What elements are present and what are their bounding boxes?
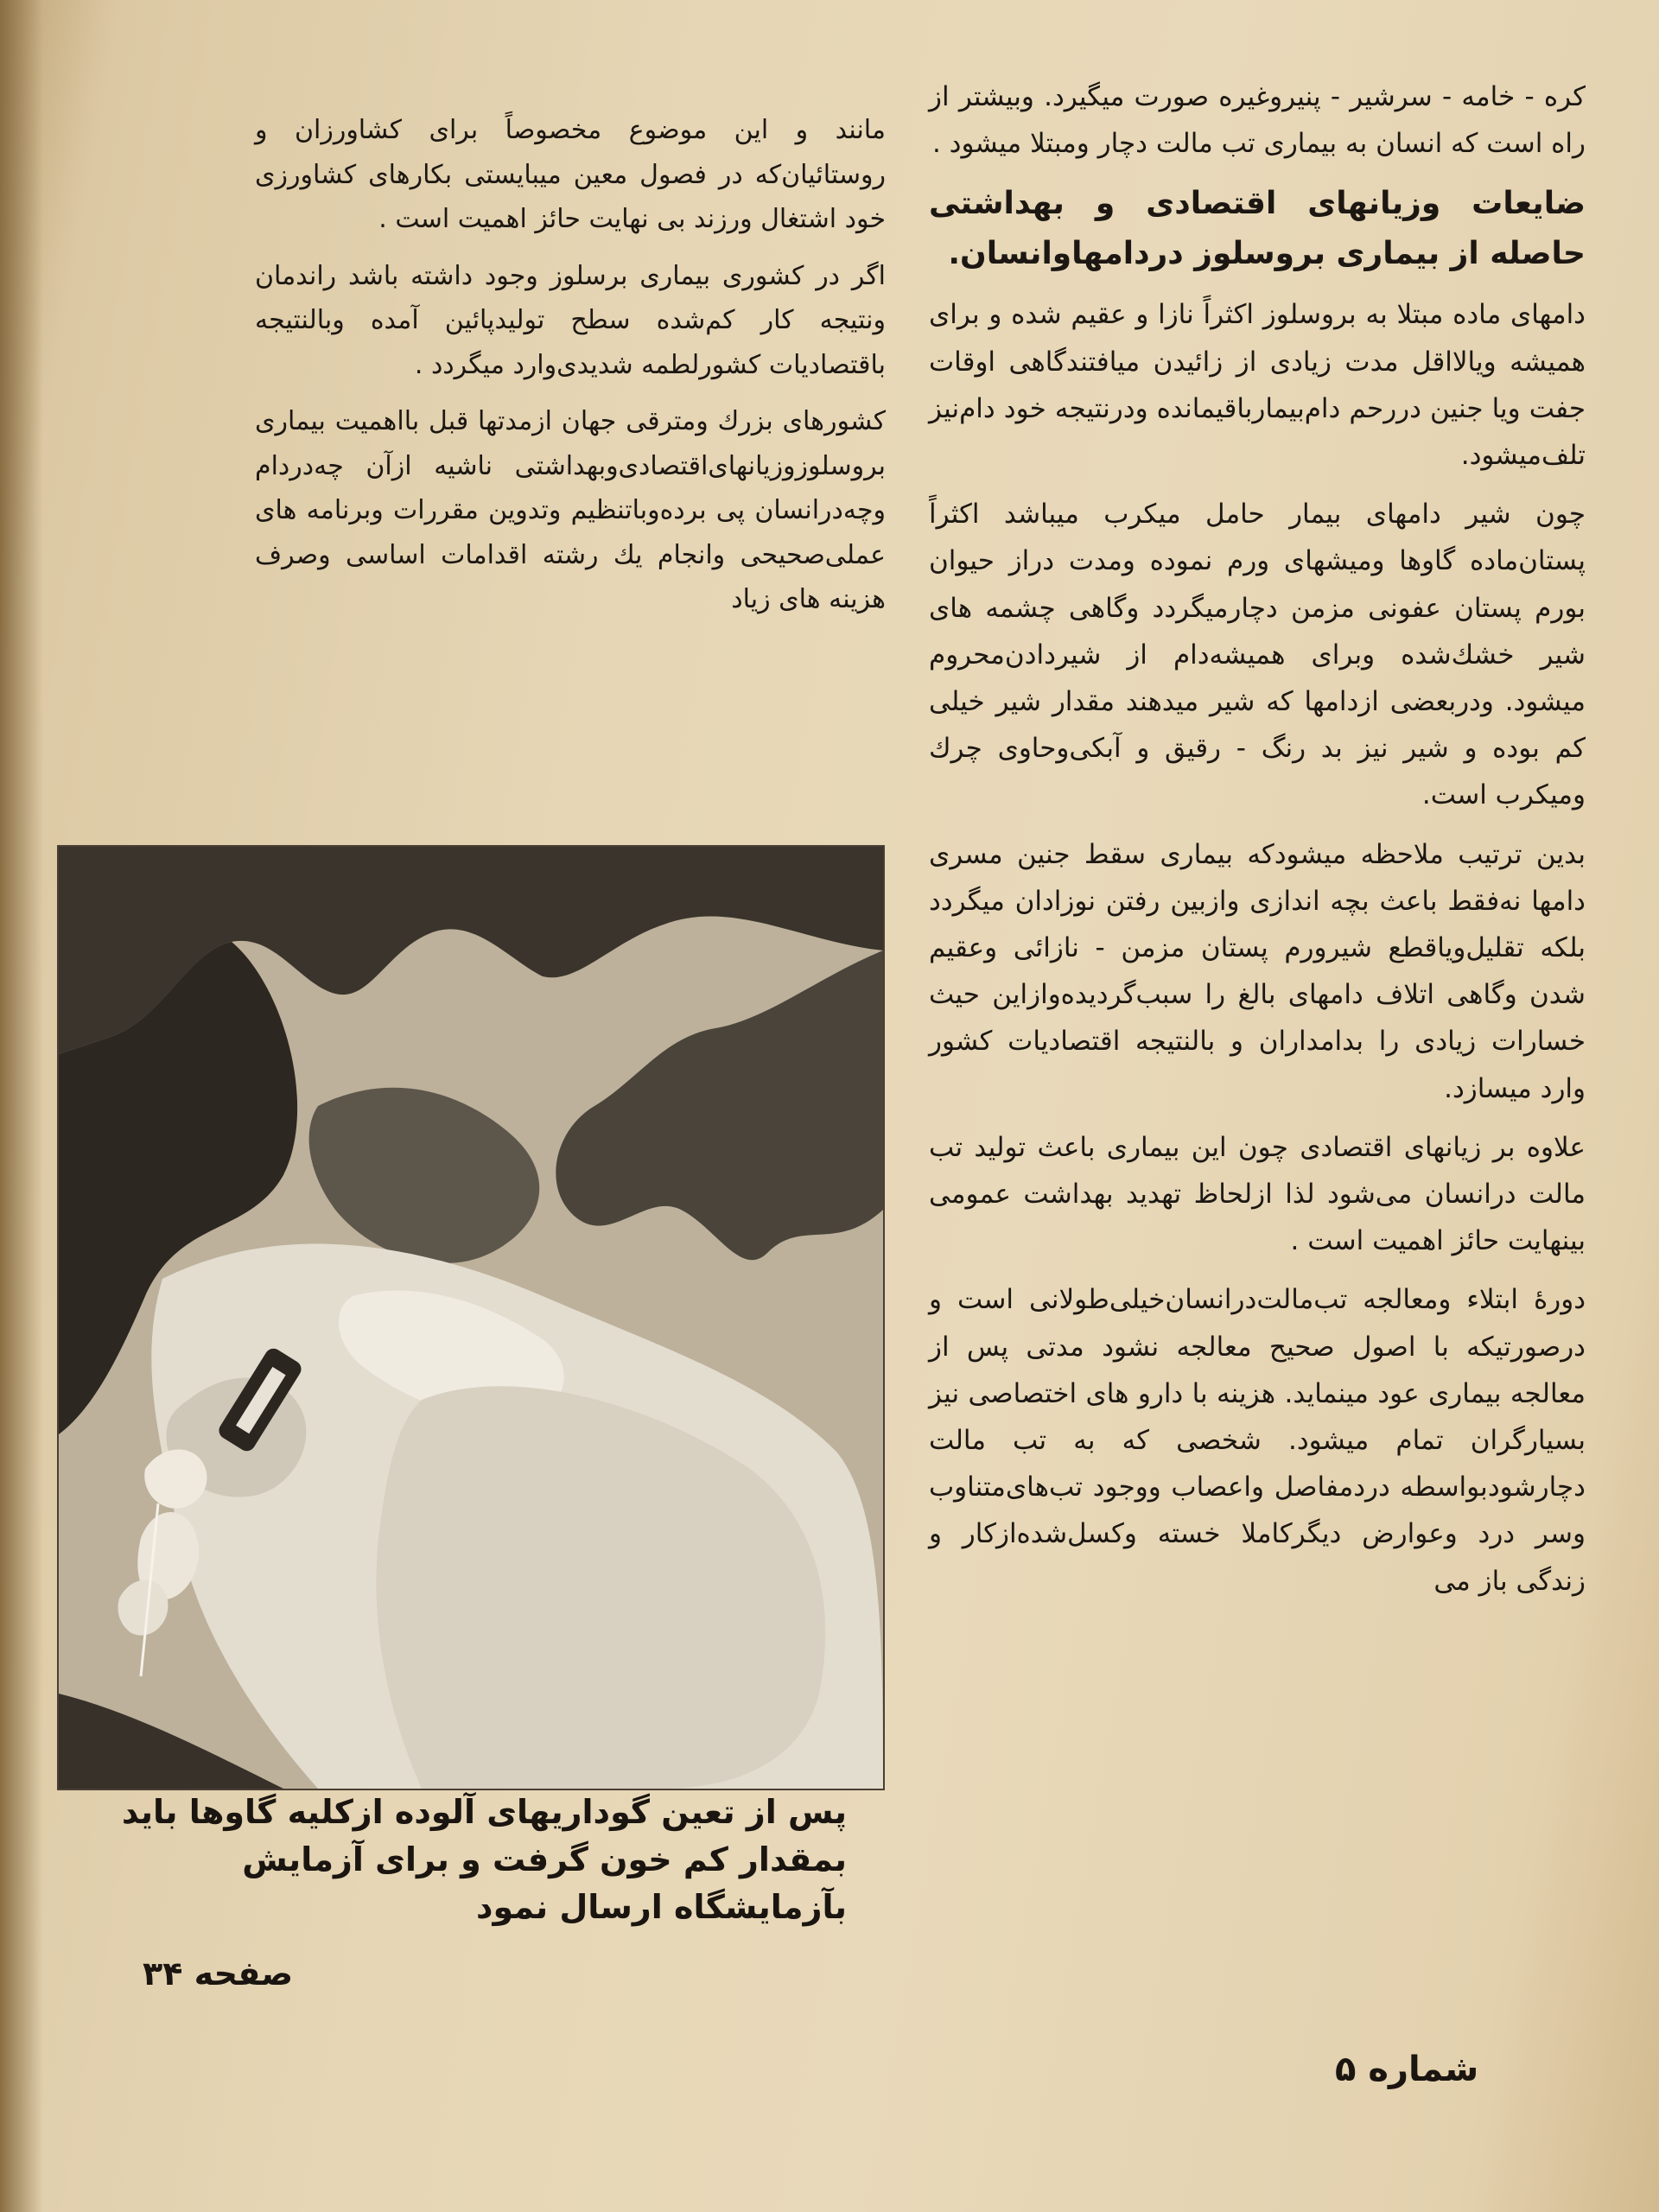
issue-number: شماره ۵ xyxy=(1335,2050,1479,2089)
left-text-column xyxy=(255,108,886,634)
paragraph-summary-losses: بدین ترتیب ملاحظه میشودکه بیماری سقط جنین مسری دامها نه‌فقط باعث بچه اندازی وازبین رفتن نوزادان میگردد بلکه تقلیل‌ویاقطع شیرورم پستان مزمن - نازائی وعقیم شدن وگاهی اتلاف دامهای بالغ را سبب‌گردیده‌وازاین حیث خسارات زیادی را بدامداران و بالنتیجه اقتصادیات کشور وارد میسازد. xyxy=(929,838,1586,1104)
paragraph-public-health: علاوه بر زیانهای اقتصادی چون این بیماری باعث تولید تب مالت درانسان می‌شود لذا ازلحاظ تهدید بهداشت عمومی بینهایت حائز اهمیت است . xyxy=(929,1131,1586,1257)
page-number: صفحه ۳۴ xyxy=(143,1955,294,1993)
binding-shadow xyxy=(0,0,43,2212)
paragraph-infertility: دامهای ماده مبتلا به بروسلوز اکثراً نازا و عقیم شده و برای همیشه ویالااقل مدت زیادی از زائیدن میافتندگاهی اوقات جفت ویا جنین دررحم دام‌بیمارباقیمانده ودرنتیجه خود دام‌نیز تلف‌میشود. xyxy=(929,299,1586,472)
paragraph-farmers: مانند و این موضوع مخصوصاً برای کشاورزان و روستائیان‌که در فصول معین میبایستی بکارهای کشاورزی خود اشتغال ورزند بی نهایت حائز اهمیت است . xyxy=(255,115,886,234)
photo-blood-sampling xyxy=(57,845,885,1790)
paragraph-productivity: اگر در کشوری بیماری برسلوز وجود داشته باشد راندمان ونتیجه کار کم‌شده سطح تولیدپائین آمده وبالنتیجه باقتصادیات کشورلطمه شدیدی‌وارد میگردد . xyxy=(255,260,886,380)
intro-paragraph: کره - خامه - سرشیر - پنیروغیره صورت میگیرد. وبیشتر از راه است که انسان به بیماری تب مالت دچار ومبتلا میشود . xyxy=(929,81,1586,160)
paragraph-developed-countries: کشورهای بزرك ومترقی جهان ازمدتها قبل بااهمیت بیماری بروسلوزوزیانهای‌اقتصادی‌وبهداشتی ناشیه ازآن چه‌دردام وچه‌درانسان پی برده‌وباتنظیم وتدوین مقررات وبرنامه های عملی‌صحیحی وانجام یك رشته اقدامات اساسی وصرف هزینه های زیاد xyxy=(255,406,886,614)
photo-illustration xyxy=(59,847,883,1789)
paragraph-mastitis: چون شیر دامهای بیمار حامل میکرب میباشد اکثراً پستان‌ماده گاوها ومیشهای ورم نموده ومدت دراز حیوان بورم پستان عفونی مزمن دچارمیگردد وگاهی چشمه های شیر خشك‌شده وبرای همیشه‌دام از شیردادن‌محروم میشود. ودربعضی ازدامها که شیر میدهند مقدار شیر خیلی کم بوده و شیر نیز بد رنگ - رقیق و آبکی‌وحاوی چرك ومیکرب است. xyxy=(929,499,1586,811)
section-heading: ضایعات وزیانهای اقتصادی و بهداشتی حاصله از بیماری بروسلوز دردامهاوانسان. xyxy=(929,186,1586,272)
figure-caption: پس از تعین گوداریهای آلوده ازکلیه گاوها باید بمقدار کم خون گرفت و برای آزمایش بآزمایشگاه ارسال نمود xyxy=(121,1793,847,1926)
right-text-column xyxy=(929,73,1586,1617)
paragraph-treatment: دورهٔ ابتلاء ومعالجه تب‌مالت‌درانسان‌خیلی‌طولانی است و درصورتیکه با اصول صحیح معالجه نشود مدتی پس از معالجه بیماری عود مینماید. هزینه با دارو های اختصاصی نیز بسیارگران تمام میشود. شخصی که به تب مالت دچارشودبواسطه دردمفاصل واعصاب ووجود تب‌های‌متناوب وسر درد وعوارض دیگرکاملا خسته وکسل‌شده‌ازکار و زندگی باز می xyxy=(929,1284,1586,1597)
